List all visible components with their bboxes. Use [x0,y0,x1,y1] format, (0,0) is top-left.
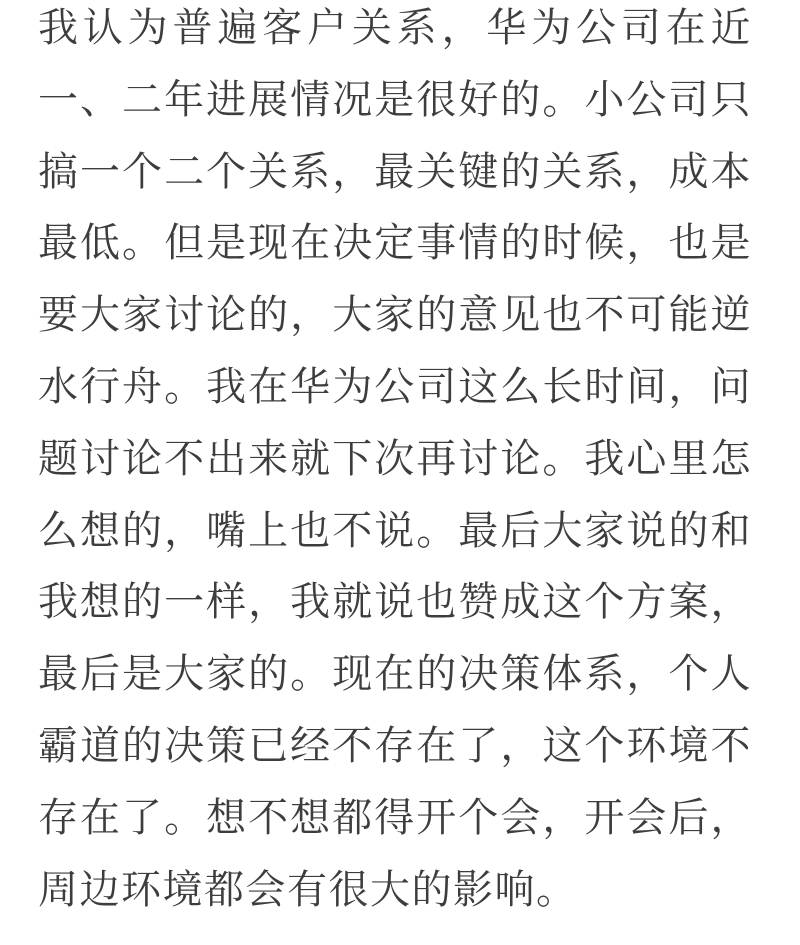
text-line: 水行舟。我在华为公司这么长时间，问 [38,364,752,409]
text-line: 霸道的决策已经不存在了，这个环境不 [38,723,752,768]
text-line: 最后是大家的。现在的决策体系，个人 [38,652,752,697]
text-line: 存在了。想不想都得开个会，开会后， [38,795,752,840]
text-line: 我想的一样，我就说也赞成这个方案， [38,580,752,625]
text-line: 一、二年进展情况是很好的。小公司只 [38,77,752,122]
text-line: 么想的，嘴上也不说。最后大家说的和 [38,508,752,553]
text-line: 题讨论不出来就下次再讨论。我心里怎 [38,436,752,481]
text-line: 搞一个二个关系，最关键的关系，成本 [38,149,752,194]
text-line: 周边环境都会有很大的影响。 [38,867,578,912]
text-line: 最低。但是现在决定事情的时候，也是 [38,221,752,266]
text-line: 我认为普遍客户关系，华为公司在近 [38,6,752,50]
text-line: 要大家讨论的，大家的意见也不可能逆 [38,293,752,338]
article-paragraph [38,0,752,926]
